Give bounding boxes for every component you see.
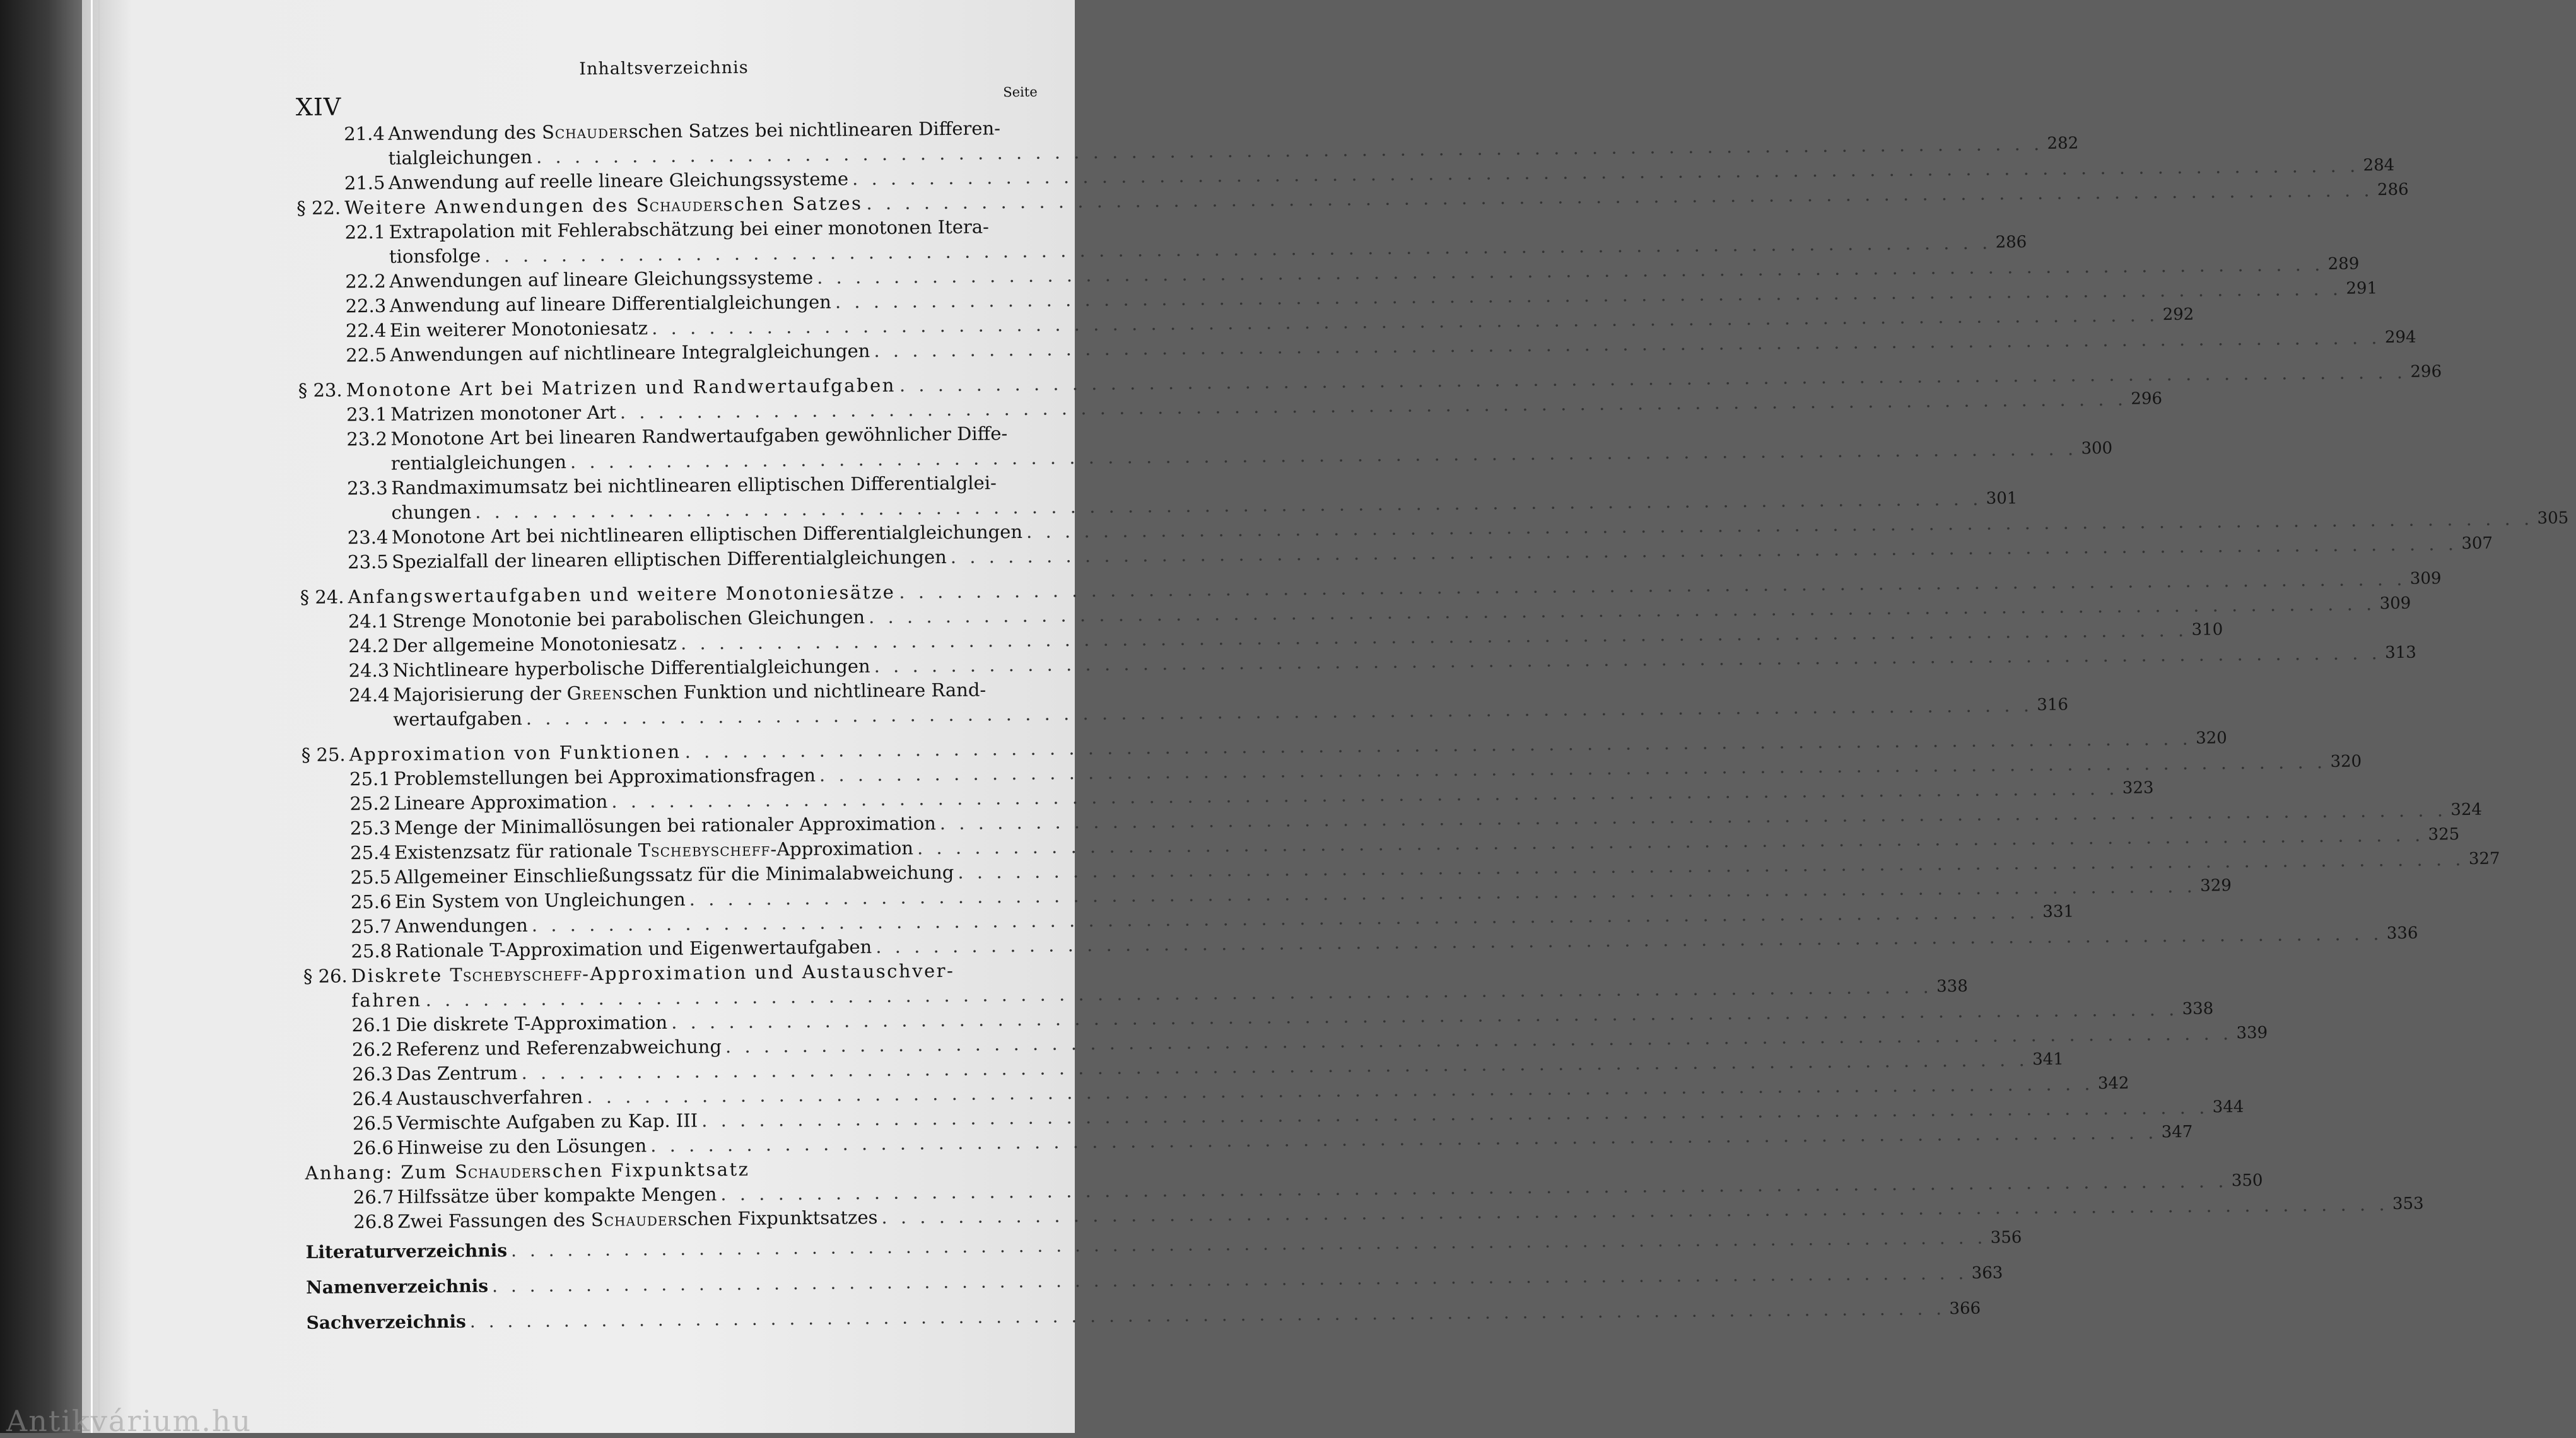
entry-page: 307	[2461, 534, 2493, 554]
entry-title-continuation: tialgleichungen	[388, 146, 533, 169]
entry-page: 309	[2379, 593, 2411, 614]
entry-number: 23.4	[347, 526, 389, 549]
entry-number: 25.8	[351, 940, 392, 962]
appendix-title-smallcaps: Schauder	[454, 1160, 542, 1183]
entry-page: 284	[2363, 155, 2395, 175]
entry-title: Anwendung auf reelle lineare Gleichungssysteme	[388, 168, 849, 194]
entry-page: 325	[2428, 825, 2460, 845]
entry-number: 26.5	[352, 1112, 394, 1135]
entry-title-part: schen Funktion und nichtlineare Rand-	[623, 679, 986, 704]
entry-title: Anwendung auf lineare Differentialgleichungen	[389, 291, 832, 317]
entry-number: 26.6	[353, 1137, 394, 1159]
section-number: § 22.	[296, 197, 341, 219]
entry-title-part: Majorisierung der	[392, 682, 567, 706]
toc-literaturverzeichnis	[305, 1228, 2022, 1270]
entry-number: 26.3	[352, 1063, 393, 1085]
entry-page: 289	[2327, 254, 2360, 274]
entry-page: 296	[2131, 389, 2163, 409]
entry-title-continuation: rentialgleichungen	[390, 451, 567, 474]
entry-number: 23.3	[347, 477, 388, 500]
entry-number: 25.1	[349, 768, 390, 790]
entry-title: Allgemeiner Einschließungssatz für die Minimalabweichung	[394, 861, 954, 888]
entry-title: Spezialfall der linearen elliptischen Differentialgleichungen	[392, 546, 947, 573]
page-number: XIV	[295, 93, 342, 121]
entry-title-smallcaps: Schauder	[541, 120, 629, 143]
entry-title: Monotone Art bei nichtlinearen elliptischen Differentialgleichungen	[391, 520, 1023, 548]
section-title-part: schen Satzes	[723, 192, 863, 216]
entry-title: Der allgemeine Monotoniesatz	[392, 632, 677, 657]
section-page: 320	[2196, 728, 2227, 748]
entry-page: 310	[2191, 620, 2223, 640]
entry-page: 342	[2097, 1073, 2129, 1094]
entry-number: 26.2	[351, 1038, 393, 1061]
entry-number: 23.1	[346, 403, 387, 426]
entry-number: 22.2	[345, 270, 387, 293]
entry-title: Lineare Approximation	[394, 790, 608, 814]
entry-number: 23.5	[348, 551, 389, 573]
entry-page: 301	[1986, 489, 2018, 508]
entry-page: 323	[2122, 778, 2154, 798]
entry-page: 356	[1990, 1228, 2022, 1248]
entry-title: Matrizen monotoner Art	[390, 401, 616, 425]
back-matter-title: Literaturverzeichnis	[305, 1240, 508, 1263]
entry-page: 282	[2047, 134, 2079, 153]
section-number: § 25.	[301, 744, 346, 766]
entry-page: 286	[1995, 233, 2027, 252]
entry-page: 347	[2161, 1122, 2193, 1142]
back-matter-title: Sachverzeichnis	[306, 1311, 466, 1333]
section-number: § 24.	[300, 586, 344, 608]
page-edge-shadow	[98, 0, 100, 1433]
toc-sachverzeichnis	[306, 1299, 1981, 1341]
entry-title	[397, 1205, 877, 1234]
entry-page: 353	[2392, 1194, 2424, 1214]
entry-page: 339	[2236, 1023, 2268, 1043]
entry-number: 25.6	[350, 891, 392, 913]
entry-page: 338	[2182, 999, 2214, 1019]
entry-page: 316	[2037, 695, 2069, 715]
entry-number: 26.7	[353, 1186, 394, 1208]
entry-page: 327	[2468, 849, 2500, 868]
entry-page: 305	[2537, 508, 2569, 529]
section-title: Anfangswertaufgaben und weitere Monotoniesätze	[348, 581, 896, 608]
entry-number: 21.5	[344, 172, 385, 194]
appendix-title-part: Anhang: Zum	[305, 1160, 455, 1184]
entry-title: Referenz und Referenzabweichung	[395, 1036, 722, 1060]
section-title-part: Weitere Anwendungen des	[344, 194, 636, 219]
entry-page: 331	[2042, 902, 2075, 921]
entry-page: 320	[2330, 752, 2362, 771]
entry-title: Rationale T-Approximation und Eigenwertaufgaben	[395, 936, 872, 962]
entry-number: 22.3	[345, 295, 387, 317]
entry-number: 21.4	[344, 122, 385, 145]
entry-page: 313	[2385, 643, 2416, 663]
entry-title: Problemstellungen bei Approximationsfragen	[394, 764, 816, 790]
entry-number: 25.7	[351, 915, 392, 938]
back-matter-title: Namenverzeichnis	[306, 1275, 489, 1298]
seite-column-label: Seite	[1003, 84, 1038, 100]
entry-title: Extrapolation mit Fehlerabschätzung bei einer monotonen Itera-	[389, 216, 989, 243]
entry-page: 329	[2200, 876, 2232, 896]
toc-namenverzeichnis	[306, 1263, 2003, 1306]
entry-number: 25.4	[350, 841, 391, 864]
entry-title-continuation: wertaufgaben	[393, 707, 522, 730]
section-page: 286	[2377, 180, 2409, 200]
entry-number: 22.4	[345, 319, 387, 342]
entry-title: Ein weiterer Monotoniesatz	[389, 317, 648, 341]
entry-title: Strenge Monotonie bei parabolischen Gleichungen	[392, 606, 865, 632]
entry-page: 363	[1971, 1263, 2003, 1283]
entry-page: 291	[2346, 279, 2378, 298]
entry-title-smallcaps: Tschebyscheff	[638, 838, 771, 862]
entry-number: 22.1	[344, 221, 386, 243]
entry-page: 294	[2384, 327, 2416, 348]
entry-page: 341	[2032, 1049, 2064, 1070]
entry-title-part: Zwei Fassungen des	[397, 1208, 592, 1232]
entry-title: Ein System von Ungleichungen	[394, 888, 686, 913]
entry-title: Anwendungen auf lineare Gleichungssysteme	[389, 266, 814, 292]
entry-title: Menge der Minimallösungen bei rationaler Approximation	[394, 812, 936, 839]
watermark: Antikvárium.hu	[6, 1404, 252, 1438]
entry-number: 24.2	[348, 634, 390, 657]
entry-number: 22.5	[346, 344, 387, 366]
entry-title: Monotone Art bei linearen Randwertaufgaben gewöhnlicher Diffe-	[390, 423, 1008, 450]
entry-title: Vermischte Aufgaben zu Kap. III	[396, 1109, 698, 1134]
entry-number: 25.5	[350, 866, 392, 889]
entry-title-part: Anwendung des	[388, 121, 542, 144]
entry-number: 24.1	[348, 610, 389, 633]
entry-title: Hinweise zu den Lösungen	[397, 1135, 647, 1159]
section-title-smallcaps: Schauder	[636, 194, 723, 216]
entry-number: 24.3	[348, 659, 390, 682]
entry-title: Die diskrete T-Approximation	[395, 1011, 668, 1036]
entry-title-part: Existenzsatz für rationale	[394, 839, 638, 863]
section-title-part: Diskrete	[351, 964, 450, 987]
entry-number: 25.2	[349, 792, 391, 815]
entry-title-continuation: tionsfolge	[389, 245, 481, 267]
entry-title: Das Zentrum	[396, 1061, 518, 1085]
entry-number: 24.4	[348, 684, 390, 706]
running-head: Inhaltsverzeichnis	[579, 57, 749, 79]
appendix-title	[305, 1157, 749, 1186]
entry-page: 324	[2450, 800, 2483, 820]
entry-title: Nichtlineare hyperbolische Differentialgleichungen	[392, 655, 870, 681]
entry-title-smallcaps: Schauder	[590, 1208, 678, 1230]
section-page: 296	[2410, 362, 2442, 382]
section-title-smallcaps: Tschebyscheff	[450, 963, 583, 986]
table-of-contents	[296, 116, 2569, 1341]
entry-title-part: schen Satzes bei nichtlinearen Differen-	[628, 117, 1001, 143]
entry-title: Randmaximumsatz bei nichtlinearen elliptischen Differentialglei-	[390, 472, 997, 499]
section-title-continuation: fahren	[351, 989, 422, 1012]
entry-page: 336	[2386, 923, 2418, 944]
entry-title-part: schen Fixpunktsatzes	[677, 1207, 878, 1230]
entry-title-smallcaps: Green	[566, 682, 624, 704]
section-page: 338	[1936, 976, 1968, 997]
entry-title-part: -Approximation	[770, 837, 914, 860]
entry-number: 26.8	[353, 1210, 395, 1233]
entry-title: Anwendungen	[395, 914, 528, 937]
section-number: § 23.	[298, 379, 342, 401]
entry-title-continuation: chungen	[391, 501, 472, 523]
page-edge-highlight	[91, 0, 93, 1433]
entry-title: Anwendungen auf nichtlineare Integralgleichungen	[390, 340, 870, 366]
entry-page: 344	[2212, 1097, 2244, 1117]
entry-page: 350	[2231, 1171, 2263, 1191]
entry-title: Hilfssätze über kompakte Mengen	[397, 1183, 717, 1208]
entry-number: 23.2	[346, 428, 388, 450]
entry-page: 292	[2162, 305, 2194, 325]
entry-title: Austauschverfahren	[396, 1086, 583, 1109]
entry-number: 26.4	[352, 1087, 394, 1110]
entry-page: 366	[1949, 1299, 1981, 1319]
entry-number: 26.1	[351, 1014, 393, 1036]
section-title: Monotone Art bei Matrizen und Randwertaufgaben	[346, 374, 896, 401]
entry-number: 25.3	[349, 817, 391, 839]
entry-page: 300	[2081, 438, 2113, 459]
section-page: 309	[2409, 569, 2442, 588]
section-title-part: -Approximation und Austauschver-	[582, 959, 955, 985]
appendix-title-part: schen Fixpunktsatz	[541, 1158, 750, 1182]
toc-page-content	[295, 38, 2569, 1394]
section-title: Approximation von Funktionen	[349, 740, 681, 766]
section-number: § 26.	[303, 965, 348, 987]
